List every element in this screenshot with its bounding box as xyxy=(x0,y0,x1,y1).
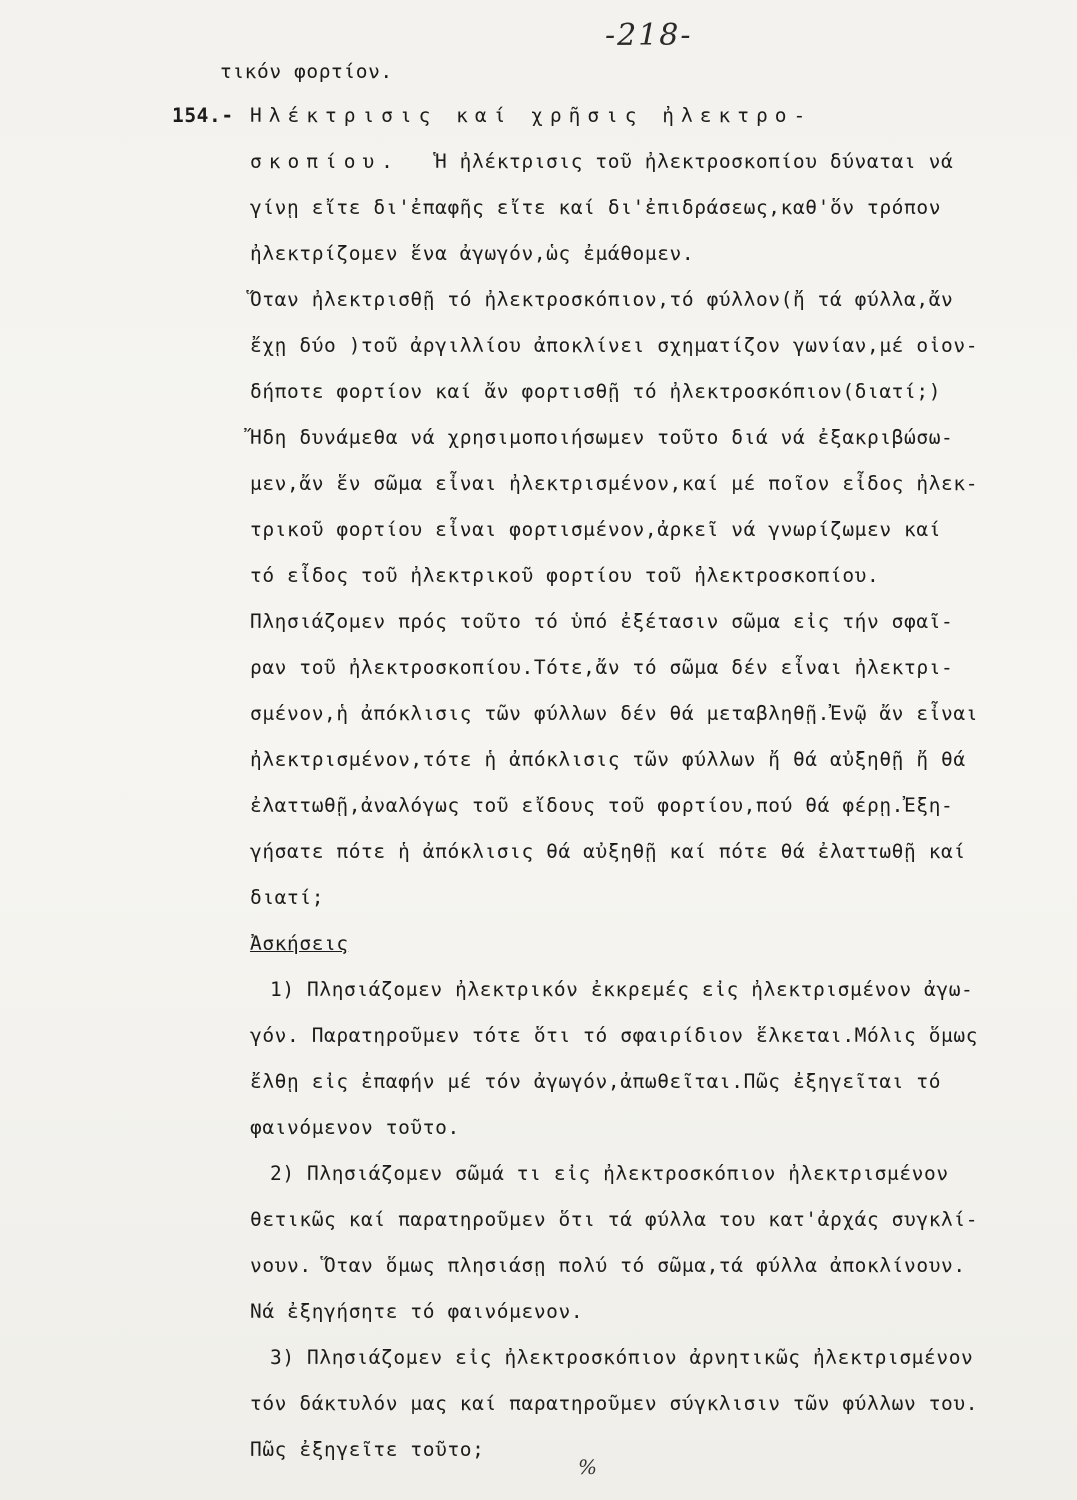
page-number: -218- xyxy=(605,18,693,53)
text-line-17: ἐλαττωθῇ,ἀναλόγως τοῦ εἴδους τοῦ φορτίου,πού θά φέρῃ.Ἐξη- xyxy=(250,794,954,817)
exercise-3-line-3: Πῶς ἐξηγεῖτε τοῦτο; xyxy=(250,1438,485,1461)
text-line-6: Ὅταν ἠλεκτρισθῇ τό ἠλεκτροσκόπιον,τό φύλλον(ἤ τά φύλλα,ἄν xyxy=(250,288,954,311)
text-line-19: διατί; xyxy=(250,886,325,909)
text-line-7: ἔχῃ δύο )τοῦ ἀργιλλίου ἀποκλίνει σχηματίζον γωνίαν,μέ οἱον- xyxy=(250,334,979,357)
section-title-cont: σκοπίου. xyxy=(250,150,400,173)
text-line-11: τρικοῦ φορτίου εἶναι φορτισμένον,ἀρκεῖ νά γνωρίζωμεν καί xyxy=(250,518,942,541)
section-title: Ηλέκτρισις καί χρῆσις ἠλεκτρο- xyxy=(250,104,813,127)
text-line-3: Ἡ ἠλέκτρισις τοῦ ἠλεκτροσκοπίου δύναται νά xyxy=(435,150,954,173)
text-line-5: ἠλεκτρίζομεν ἕνα ἀγωγόν,ὡς ἐμάθομεν. xyxy=(250,242,695,265)
exercise-2-line-2: θετικῶς καί παρατηροῦμεν ὅτι τά φύλλα του κατ'ἀρχάς συγκλί- xyxy=(250,1208,979,1231)
text-line-15: σμένον,ἡ ἀπόκλισις τῶν φύλλων δέν θά μεταβληθῇ.Ἐνῷ ἄν εἶναι xyxy=(250,702,979,725)
text-line-18: γήσατε πότε ἡ ἀπόκλισις θά αὐξηθῇ καί πότε θά ἐλαττωθῇ καί xyxy=(250,840,966,863)
section-number-154: 154.- xyxy=(172,104,234,127)
exercise-1-line-3: ἔλθῃ εἰς ἐπαφήν μέ τόν ἀγωγόν,ἀπωθεῖται.Πῶς ἐξηγεῖται τό xyxy=(250,1070,942,1093)
text-line-4: γίνῃ εἴτε δι'ἐπαφῆς εἴτε καί δι'ἐπιδράσεως,καθ'ὅν τρόπον xyxy=(250,196,942,219)
exercise-2-line-4: Νά ἐξηγήσητε τό φαινόμενον. xyxy=(250,1300,584,1323)
text-line-8: δήποτε φορτίον καί ἄν φορτισθῇ τό ἠλεκτροσκόπιον(διατί;) xyxy=(250,380,942,403)
text-line-10: μεν,ἄν ἕν σῶμα εἶναι ἠλεκτρισμένον,καί μέ ποῖον εἶδος ἠλεκ- xyxy=(250,472,979,495)
exercise-3-line-1: 3) Πλησιάζομεν εἰς ἠλεκτροσκόπιον ἀρνητικῶς ἠλεκτρισμένον xyxy=(270,1346,974,1369)
text-line-14: ραν τοῦ ἠλεκτροσκοπίου.Τότε,ἄν τό σῶμα δέν εἶναι ἠλεκτρι- xyxy=(250,656,954,679)
footer-mark: % xyxy=(578,1455,598,1479)
exercise-1-line-4: φαινόμενον τοῦτο. xyxy=(250,1116,460,1139)
text-line-12: τό εἶδος τοῦ ἠλεκτρικοῦ φορτίου τοῦ ἠλεκτροσκοπίου. xyxy=(250,564,880,587)
text-line-13: Πλησιάζομεν πρός τοῦτο τό ὑπό ἐξέτασιν σῶμα εἰς τήν σφαῖ- xyxy=(250,610,954,633)
exercise-2-line-3: νουν. Ὅταν ὅμως πλησιάσῃ πολύ τό σῶμα,τά φύλλα ἀποκλίνουν. xyxy=(250,1254,966,1277)
exercises-heading: Ἀσκήσεις xyxy=(250,932,349,955)
exercise-1-line-1: 1) Πλησιάζομεν ἠλεκτρικόν ἐκκρεμές εἰς ἠλεκτρισμένον ἀγω- xyxy=(270,978,974,1001)
text-line-9: Ἤδη δυνάμεθα νά χρησιμοποιήσωμεν τοῦτο διά νά ἐξακριβώσω- xyxy=(250,426,954,449)
text-line-16: ἠλεκτρισμένον,τότε ἡ ἀπόκλισις τῶν φύλλων ἤ θά αὐξηθῇ ἤ θά xyxy=(250,748,966,771)
exercise-2-line-1: 2) Πλησιάζομεν σῶμά τι εἰς ἠλεκτροσκόπιον ἠλεκτρισμένον xyxy=(270,1162,949,1185)
text-line-1: τικόν φορτίον. xyxy=(220,60,393,83)
exercise-3-line-2: τόν δάκτυλόν μας καί παρατηροῦμεν σύγκλισιν τῶν φύλλων του. xyxy=(250,1392,979,1415)
exercise-1-line-2: γόν. Παρατηροῦμεν τότε ὅτι τό σφαιρίδιον ἕλκεται.Μόλις ὅμως xyxy=(250,1024,979,1047)
